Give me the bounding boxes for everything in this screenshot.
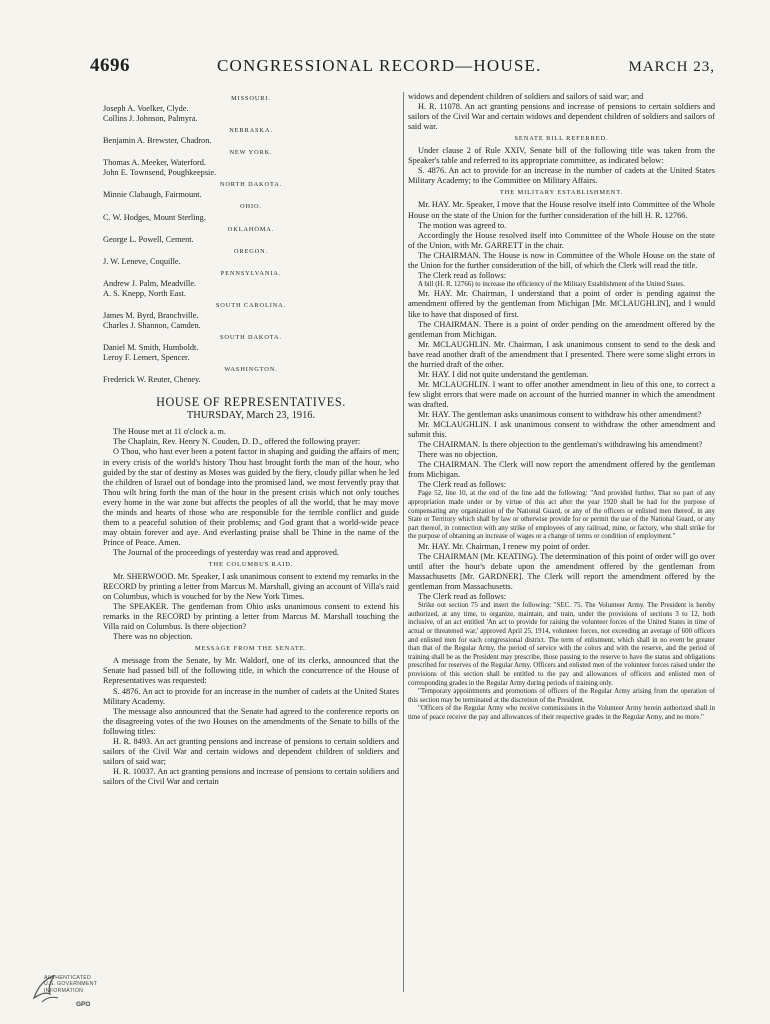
paragraph: Mr. HAY. I did not quite understand the gentleman. [418, 369, 589, 379]
appointee-name: John E. Townsend, Poughkeepsie. [103, 168, 217, 178]
paragraph: The message also announced that the Senate had agreed to the conference reports on the disagreeing votes of the two Houses on the amendments of the Senate to bills of the following titles: [103, 706, 399, 736]
paragraph: S. 4876. An act to provide for an increase in the number of cadets at the United States Military Academy. [103, 686, 399, 706]
paragraph: Mr. MCLAUGHLIN. I ask unanimous consent to withdraw the other amendment and submit this. [408, 420, 715, 440]
state-heading: OHIO. [240, 203, 262, 211]
appointee-name: J. W. Leneve, Coquille. [103, 256, 181, 266]
section-heading-house: HOUSE OF REPRESENTATIVES. [156, 395, 346, 410]
subheading-senate-message: MESSAGE FROM THE SENATE. [194, 645, 308, 653]
appointee-name: Andrew J. Palm, Meadville. [103, 278, 197, 288]
prayer: O Thou, who hast ever been a potent factor in shaping and guiding the affairs of men; in every crisis of the world's history Thou hast brought forth the man of the hour, who guided by the star of destiny as Moses was guided by the fiery, cloudy pillar when he led the children of Israel out of bondage into the promised land, we most fervently pray that Thou wilt bring forth the man of the hour in the present crisis which not only touches every home in the war zone but affects the peoples of all the world, that he may move the minds and hearts of those who are responsible for the terrible conflict and guide them to a peaceful solution of their problems; and God grant that a world-wide peace may obtain forever and aye. And everlasting praise shall be Thine in the name of the Prince of Peace. Amen. [103, 447, 399, 547]
appointee-list [103, 94, 399, 385]
page-number: 4696 [90, 55, 130, 76]
gpo-mark: GPO [76, 1001, 91, 1008]
session-date: THURSDAY, March 23, 1916. [186, 410, 316, 422]
paragraph: There was no objection. [418, 450, 498, 460]
appointee-name: Thomas A. Meeker, Waterford. [103, 158, 206, 168]
paragraph: The CHAIRMAN. There is a point of order pending on the amendment offered by the gentleman from Michigan. [408, 319, 715, 339]
authenticated-label: AUTHENTICATED U.S. GOVERNMENT INFORMATION [44, 975, 98, 994]
paragraph: Mr. MCLAUGHLIN. Mr. Chairman, I ask unanimous consent to send to the desk and have read another draft of the amendment that I presented. There were some slight errors in the hurried draft of the other. [408, 339, 715, 369]
appointee-name: George L. Powell, Cement. [103, 234, 194, 244]
paragraph: H. R. 11078. An act granting pensions and increase of pensions to certain soldiers and sailors of the Civil War and certain widows and dependent children of soldiers and sailors of said war. [408, 102, 715, 132]
amendment-text: Page 52, line 10, at the end of the line add the following: "And provided further, That no part of any appropriation made under or by virtue of this act after the year 1920 shall be had for the purpose of compensating any organization of the National Guard, or any of the officers or enlisted men thereof, in any State or Territory which shall by law or otherwise provide for or permit the use of the National Guard, or any part thereof, in connection with any strike of employees of any railroad, mine, or factory, who shall strike for the purpose of obtaining an increase of wages or a change of terms or condition of employment." [408, 490, 715, 541]
paragraph: The CHAIRMAN (Mr. KEATING). The determination of this point of order will go over until after the hour's debate upon the amendment offered by the gentleman from Massachusetts [Mr. GARDNER]. The Clerk will report the amendment offered by the gentleman from Massachusetts. [408, 551, 715, 592]
appointee-name: Daniel M. Smith, Humboldt. [103, 343, 199, 353]
appointee-name: Frederick W. Reuter, Cheney. [103, 375, 201, 385]
amendment-text: Strike out section 75 and insert the following: "SEC. 75. The Volunteer Army. The President is hereby authorized, at any time, to organize, maintain, and train, under the provisions of sections 3 to 12, both inclusive, of an act entitled 'An act to provide for raising the volunteer forces of the United States in time of actual or threatened war,' approved April 25, 1914, volunteer forces, not exceeding an average of 600 officers and enlisted men for each congressional district. The term of enlistment, which shall in no event be greater than that of the Regular Army, the period of service with the colors and with the reserve, and the period of training shall be as the President may prescribe, those passing to the reserve to have the status and obligations prescribed for reserves of the Regular Army. Officers and enlisted men of the volunteer forces raised under the provisions of this section shall be entitled to the pay and allowances of officers and enlisted men of corresponding grades in the Regular Army during periods of training only. [408, 602, 715, 687]
state-heading: MISSOURI. [231, 95, 271, 102]
paragraph: Mr. MCLAUGHLIN. I want to offer another amendment in lieu of this one, to correct a few slight errors that were made on account of the hurried manner in which the amendment was drafted. [408, 379, 715, 409]
paragraph: The motion was agreed to. [418, 220, 507, 230]
state-heading: SOUTH DAKOTA. [220, 334, 282, 342]
paragraph: The House met at 11 o'clock a. m. [113, 427, 226, 437]
paragraph: There was no objection. [113, 632, 193, 642]
paragraph: H. R. 8493. An act granting pensions and increase of pensions to certain soldiers and sailors of the Civil War and certain widows and dependent children of soldiers and sailors of said war; [103, 736, 399, 766]
paragraph: H. R. 10037. An act granting pensions and increase of pensions to certain soldiers and sailors of the Civil War and certain [103, 766, 399, 786]
subheading-senate-bill: SENATE BILL REFERRED. [514, 135, 609, 143]
paragraph: The Clerk read as follows: [418, 270, 507, 280]
appointee-name: Benjamin A. Brewster, Chadron. [103, 136, 212, 146]
paragraph: The Clerk read as follows: [418, 592, 507, 602]
paragraph: Under clause 2 of Rule XXIV, Senate bill of the following title was taken from the Speaker's table and referred to its appropriate committee, as indicated below: [408, 146, 715, 166]
appointee-name: Leroy F. Lemert, Spencer. [103, 353, 190, 363]
appointee-name: C. W. Hodges, Mount Sterling. [103, 212, 206, 222]
paragraph: S. 4876. An act to provide for an increase in the number of cadets at the United States Military Academy; to the Committee on Military Affairs. [408, 166, 715, 186]
amendment-text: "Officers of the Regular Army who receive commissions in the Volunteer Army herein authorized shall in time of peace receive the pay and allowances of their respective grades in the Regular Army, and no more." [408, 705, 715, 721]
subheading-columbus-raid: THE COLUMBUS RAID. [208, 560, 294, 568]
page-header [90, 55, 715, 83]
appointee-name: Joseph A. Voelker, Clyde. [103, 104, 189, 114]
state-heading: SOUTH CAROLINA. [215, 301, 287, 309]
paragraph: Mr. SHERWOOD. Mr. Speaker, I ask unanimous consent to extend my remarks in the RECORD by printing a letter from Marcus M. Marshall, giving an account of Villa's raid on Columbus, which is vouched for by the New York Times. [103, 572, 399, 602]
left-column [103, 92, 399, 992]
paragraph: Mr. HAY. Mr. Chairman, I understand that a point of order is pending against the amendment offered by the gentleman from Michigan [Mr. MCLAUGHLIN], and I would like to have that disposed of first. [408, 289, 715, 319]
paragraph: widows and dependent children of soldiers and sailors of said war; and [408, 92, 644, 101]
paragraph: A message from the Senate, by Mr. Waldorf, one of its clerks, announced that the Senate had passed bill of the following title, in which the concurrence of the House of Representatives was requested: [103, 656, 399, 686]
appointee-name: James M. Byrd, Branchville. [103, 310, 199, 320]
amendment-text: "Temporary appointments and promotions of officers of the Regular Army arising from the operation of this section may be terminated at the discretion of the President. [408, 688, 715, 704]
state-heading: NEW YORK. [229, 149, 273, 157]
appointee-name: Minnie Clabaugh, Fairmount. [103, 190, 202, 200]
paragraph: Mr. HAY. Mr. Chairman, I renew my point of order. [418, 541, 590, 551]
state-heading: NEBRASKA. [229, 127, 273, 135]
paragraph: Accordingly the House resolved itself into Committee of the Whole House on the state of the Union, with Mr. GARRETT in the chair. [408, 230, 715, 250]
publication-title: CONGRESSIONAL RECORD—HOUSE. [216, 56, 542, 75]
state-heading: OKLAHOMA. [227, 225, 275, 233]
paragraph: The Journal of the proceedings of yesterday was read and approved. [113, 547, 340, 557]
state-heading: WASHINGTON. [224, 366, 278, 374]
appointee-name: Charles J. Shannon, Camden. [103, 320, 201, 330]
appointee-name: Collins J. Johnson, Palmyra. [103, 114, 198, 124]
state-heading: NORTH DAKOTA. [219, 181, 283, 189]
state-heading: OREGON. [233, 247, 269, 255]
bill-title: A bill (H. R. 12766) to increase the efficiency of the Military Establishment of the United States. [418, 280, 685, 288]
column-divider [403, 92, 404, 992]
paragraph: Mr. HAY. Mr. Speaker, I move that the House resolve itself into Committee of the Whole House on the state of the Union for the further consideration of the bill H. R. 12766. [408, 200, 715, 220]
paragraph: Mr. HAY. The gentleman asks unanimous consent to withdraw his other amendment? [418, 410, 702, 419]
paragraph: The Chaplain, Rev. Henry N. Couden, D. D., offered the following prayer: [113, 437, 361, 447]
paragraph: The CHAIRMAN. The Clerk will now report the amendment offered by the gentleman from Michigan. [408, 460, 715, 480]
page-date: MARCH 23, [628, 59, 715, 75]
appointee-name: A. S. Knepp, North East. [103, 288, 186, 298]
paragraph: The Clerk read as follows: [418, 480, 507, 490]
subheading-military: THE MILITARY ESTABLISHMENT. [499, 189, 624, 197]
right-column [408, 92, 715, 992]
paragraph: The CHAIRMAN. Is there objection to the gentleman's withdrawing his amendment? [418, 440, 703, 450]
paragraph: The CHAIRMAN. The House is now in Committee of the Whole House on the state of the Union for the further consideration of the bill, of which the Clerk will read the title. [408, 250, 715, 270]
paragraph: The SPEAKER. The gentleman from Ohio asks unanimous consent to extend his remarks in the RECORD by printing a letter from Marcus M. Marshall touching the Villa raid on Columbus. Is there objection? [103, 602, 399, 632]
state-heading: PENNSYLVANIA. [220, 269, 282, 277]
